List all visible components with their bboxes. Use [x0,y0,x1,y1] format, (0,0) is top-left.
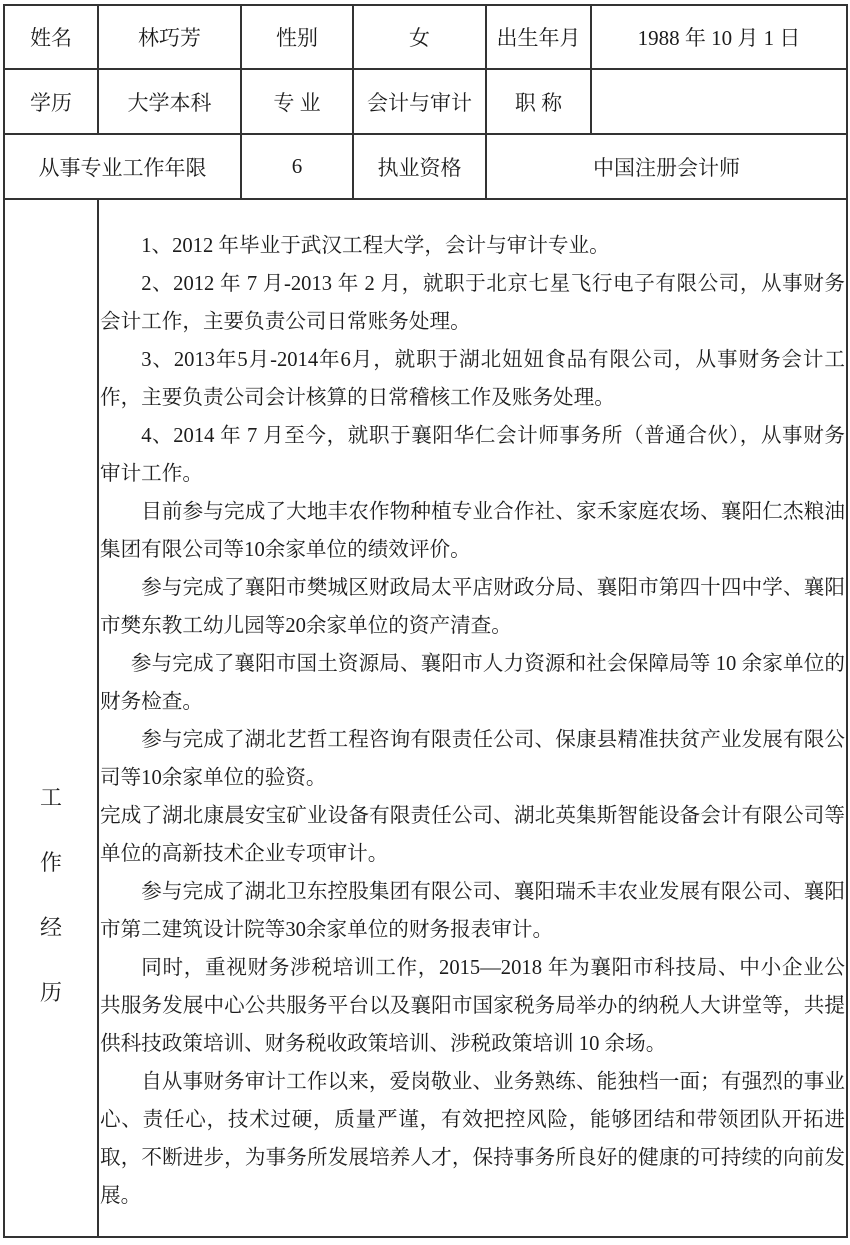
experience-label-char: 经 [39,915,62,940]
experience-paragraph: 完成了湖北康晨安宝矿业设备有限责任公司、湖北英集斯智能设备会计有限公司等单位的高新技术企业专项审计。 [100,804,845,865]
job-title-value [591,69,847,134]
experience-label [5,432,97,1004]
experience-paragraph: 2、2012 年 7 月-2013 年 2 月，就职于北京七星飞行电子有限公司，从事财务会计工作，主要负责公司日常账务处理。 [100,272,845,333]
row-work-experience [4,199,847,1237]
row-personal-info [4,5,847,69]
qualification-value: 中国注册会计师 [486,134,847,199]
experience-paragraph: 3、2013年5月-2014年6月，就职于湖北妞妞食品有限公司，从事财务会计工作，主要负责公司会计核算的日常稽核工作及账务处理。 [100,348,845,409]
experience-label-char: 历 [39,980,62,1005]
experience-label-char: 工 [39,785,62,810]
name-value: 林巧芳 [98,5,241,69]
experience-paragraph: 参与完成了湖北艺哲工程咨询有限责任公司、保康县精准扶贫产业发展有限公司等10余家单位的验资。 [100,728,845,789]
major-label: 专 业 [241,69,353,134]
experience-paragraph: 参与完成了襄阳市国土资源局、襄阳市人力资源和社会保障局等 10 余家单位的财务检查。 [100,652,845,713]
education-label: 学历 [4,69,98,134]
experience-paragraph: 目前参与完成了大地丰农作物种植专业合作社、家禾家庭农场、襄阳仁杰粮油集团有限公司等10余家单位的绩效评价。 [100,500,845,561]
gender-label: 性别 [241,5,353,69]
job-title-label: 职 称 [486,69,591,134]
resume-table [3,4,848,1238]
row-qualification-info [4,134,847,199]
qualification-label: 执业资格 [353,134,486,199]
birth-date-value: 1988 年 10 月 1 日 [591,5,847,69]
education-value: 大学本科 [98,69,241,134]
major-value: 会计与审计 [353,69,486,134]
experience-paragraph: 4、2014 年 7 月至今，就职于襄阳华仁会计师事务所（普通合伙），从事财务审计工作。 [100,424,845,485]
experience-paragraph: 参与完成了湖北卫东控股集团有限公司、襄阳瑞禾丰农业发展有限公司、襄阳市第二建筑设计院等30余家单位的财务报表审计。 [100,880,845,941]
work-years-value: 6 [241,134,353,199]
experience-paragraph: 自从事财务审计工作以来，爱岗敬业、业务熟练、能独档一面；有强烈的事业心、责任心，技术过硬，质量严谨，有效把控风险，能够团结和带领团队开拓进取，不断进步，为事务所发展培养人才，保持事务所良好的健康的可持续的向前发展。 [100,1070,845,1207]
experience-paragraph: 同时，重视财务涉税培训工作，2015—2018 年为襄阳市科技局、中小企业公共服务发展中心公共服务平台以及襄阳市国家税务局举办的纳税人大讲堂等，共提供科技政策培训、财务税收政策培训、涉税政策培训 10 余场。 [100,956,845,1055]
experience-paragraph: 1、2012 年毕业于武汉工程大学，会计与审计专业。 [141,234,610,257]
row-education-info [4,69,847,134]
experience-label-cell [4,199,98,1237]
experience-paragraph: 参与完成了襄阳市樊城区财政局太平店财政分局、襄阳市第四十四中学、襄阳市樊东教工幼儿园等20余家单位的资产清查。 [100,576,845,637]
gender-value: 女 [353,5,486,69]
experience-paragraphs [100,227,845,1215]
birth-date-label: 出生年月 [486,5,591,69]
work-years-label: 从事专业工作年限 [4,134,241,199]
name-label: 姓名 [4,5,98,69]
experience-label-char: 作 [39,850,62,875]
experience-content-cell [98,199,847,1237]
